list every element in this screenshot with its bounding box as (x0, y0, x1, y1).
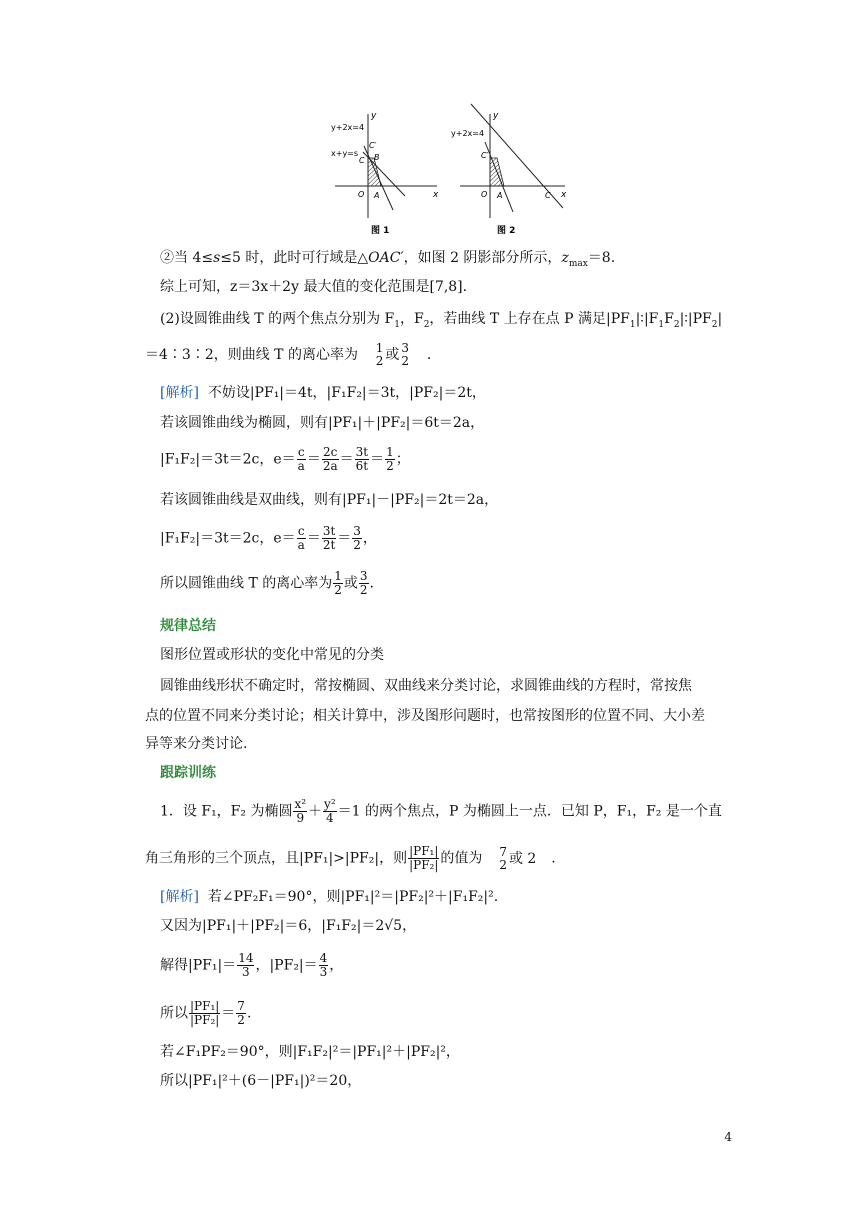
text-line-j4: 若该圆锥曲线是双曲线，则有|PF₁|－|PF₂|＝2t＝2a， (160, 492, 499, 508)
j3-a: |F₁F₂|＝3t＝2c，e＝ (160, 451, 296, 468)
l1-oac: OAC′ (368, 250, 404, 266)
ans1-frac1: 1 2 (375, 341, 384, 368)
text-line-q1: 1．设 F₁，F₂ 为椭圆 $\frac{\text{x²}}{9}$ ＋ $\frac{\text{y²}}{4}$ ＝1 的两个焦点，P 为椭圆上一点．已知 P，F₁，F₂ 是一个直 (160, 797, 722, 825)
fig1-o-label: O (358, 190, 365, 199)
q2-b: 的值为 (440, 850, 483, 867)
figures (325, 100, 575, 240)
text-line-j2: 若该圆锥曲线为椭圆，则有|PF₁|＋|PF₂|＝6t＝2a， (160, 415, 485, 431)
l1-d: ＝8. (587, 250, 616, 266)
text-line-k6: 所以|PF₁|²＋(6－|PF₁|)²＝20， (160, 1073, 362, 1089)
fig2-x-label: x (561, 190, 567, 200)
fig2-line1-label: y+2x=4 (451, 129, 485, 138)
text-line-r4: 异等来分类讨论. (145, 736, 248, 752)
q1-a: 1．设 F₁，F₂ 为椭圆 (160, 803, 293, 820)
fig2-c-label: C (545, 191, 551, 200)
l1-s: s (213, 250, 221, 266)
fig1-c-label: C (359, 156, 365, 165)
l1-c: ，如图 2 阴影部分所示， (403, 250, 562, 266)
text-line-r3: 点的位置不同来分类讨论；相关计算中，涉及图形问题时，也常按图形的位置不同、大小差 (145, 708, 705, 724)
l1-z: z (561, 250, 569, 266)
text-line-4 (145, 342, 431, 368)
l1-b: ≤5 时，此时可行域是△ (220, 250, 369, 266)
fig1-x-label: x (433, 190, 439, 200)
figure-2 (451, 104, 567, 236)
text-line-r1: 图形位置或形状的变化中常见的分类 (160, 647, 384, 663)
answer-blank-1 (362, 342, 422, 368)
answer-blank-2: 7 2 或 2 (499, 844, 537, 872)
text-line-3: (2)设圆锥曲线 T 的两个焦点分别为 $F_1$，$F_2$，若曲线 T 上存在点 P 满足$|PF_1|∶|F_1F_2|∶|PF_2|$ (160, 311, 723, 330)
q2-a: 角三角形的三个顶点，且|PF₁|>|PF₂|，则 (145, 850, 408, 867)
j5-a: |F₁F₂|＝3t＝2c，e＝ (160, 530, 296, 547)
text-line-r2: 圆锥曲线形状不确定时，常按椭圆、双曲线来分类讨论，求圆锥曲线的方程时，常按焦 (160, 678, 692, 694)
k3-b: ，|PF₂|＝ (255, 957, 318, 974)
figure-1-2-svg (325, 100, 575, 240)
text-line-k3: 解得|PF₁|＝ $\frac{14}{3}$ ，|PF₂|＝ $\frac{4}{3}$ ， (160, 951, 344, 979)
fig1-line1-label: y+2x=4 (331, 123, 365, 132)
text-line-k4: 所以 $\frac{\text{|PF₁|}}{\text{|PF₂|}}$ ＝ $\frac{7}{2}$ . (160, 999, 252, 1027)
fig1-caption: 图 1 (371, 226, 390, 236)
fig1-line2-label: x+y=s (331, 149, 359, 158)
text-line-2: 综上可知，z＝3x＋2y 最大值的变化范围是[7,8]. (160, 279, 468, 295)
l3: (2)设圆锥曲线 T 的两个焦点分别为 F (160, 311, 395, 327)
l1-a: ②当 4≤ (160, 250, 214, 266)
fig1-b-label: B (374, 153, 380, 162)
k1: 若∠PF₂F₁＝90°，则|PF₁|²＝|PF₂|²＋|F₁F₂|². (207, 889, 499, 905)
k3-a: 解得|PF₁|＝ (160, 957, 237, 974)
fig2-y-label: y (493, 111, 499, 121)
q1-b: ＝1 的两个焦点，P 为椭圆上一点．已知 P，F₁，F₂ 是一个直 (337, 803, 722, 820)
k4-a: 所以 (160, 1005, 188, 1022)
j6-a: 所以圆锥曲线 T 的离心率为 (160, 575, 333, 592)
fig1-y-label: y (371, 111, 377, 121)
text-line-1 (160, 248, 615, 274)
text-line-jiexi-2 (160, 887, 498, 907)
ans1-frac2: 3 2 (401, 341, 410, 368)
text-line-k5: 若∠F₁PF₂＝90°，则|F₁F₂|²＝|PF₁|²＋|PF₂|²， (160, 1044, 460, 1060)
text-line-k2: 又因为|PF₁|＋|PF₂|＝6，|F₁F₂|＝2√5， (160, 918, 417, 934)
fig2-a-label: A (497, 191, 503, 200)
fig2-cp-label: C′ (481, 151, 489, 160)
page-number: 4 (724, 1130, 732, 1144)
figure-1 (331, 111, 439, 236)
fig2-caption: 图 2 (497, 226, 516, 236)
text-line-q2: 角三角形的三个顶点，且|PF₁|>|PF₂|，则 $\frac{\text{|PF₁|}}{\text{|PF₂|}}$ 的值为 7 2 或 2 . (145, 844, 556, 872)
l4-period: . (426, 347, 432, 363)
jiexi-tag-1: [解析] (160, 385, 199, 401)
text-line-j5: |F₁F₂|＝3t＝2c，e＝ $\frac{c}{a}$ ＝ $\frac{3t}{2t}$ ＝ $\frac{3}{2}$ ， (160, 524, 377, 552)
j1: 不妨设|PF₁|＝4t，|F₁F₂|＝3t，|PF₂|＝2t， (207, 385, 486, 401)
text-line-j3: |F₁F₂|＝3t＝2c，e＝ $\frac{c}{a}$ ＝ $\frac{2c}{2a}$ ＝ $\frac{3t}{6t}$ ＝ $\frac{1}{2}$ ； (160, 445, 410, 473)
fig1-a-label: A (374, 191, 380, 200)
jiexi-tag-2: [解析] (160, 889, 199, 905)
heading-guilv: 规律总结 (160, 618, 216, 634)
ans1-or: 或 (385, 347, 400, 363)
text-line-j6: 所以圆锥曲线 T 的离心率为 $\frac{1}{2}$ 或 $\frac{3}{2}$ . (160, 569, 374, 597)
fig2-o-label: O (481, 190, 488, 199)
text-line-jiexi-1 (160, 383, 486, 403)
l4-a: ＝4∶3∶2，则曲线 T 的离心率为 (145, 347, 358, 363)
l3-rest: ，若曲线 T 上存在点 P 满足|PF (429, 311, 630, 327)
heading-genzong: 跟踪训练 (160, 765, 216, 781)
fig1-cp-label: C′ (369, 141, 377, 150)
l1-max: max (568, 258, 588, 269)
